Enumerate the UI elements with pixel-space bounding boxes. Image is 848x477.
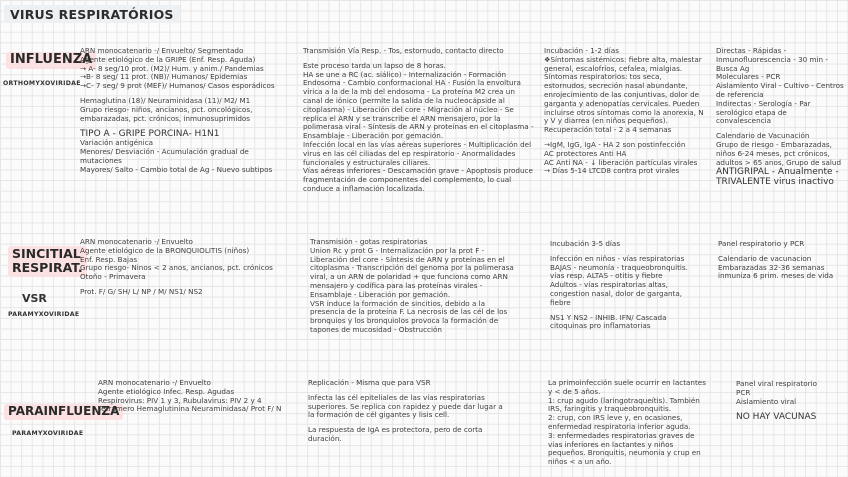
note-line: Directas - Rápidas - Inmunofluorescencia - 30 min - Busca Ag bbox=[716, 46, 828, 73]
note-line: Hemaglutina (18)/ Neuraminidasa (11)/ M2/ M1 bbox=[80, 95, 251, 105]
note-line: Agente etiológico de la GRIPE (Enf. Resp. Aguda) bbox=[80, 54, 256, 64]
note-line: Grupo riesgo- Ninos < 2 anos, ancianos, pct. crónicos bbox=[80, 263, 273, 273]
note-line: Agente etiológico Infec. Resp. Agudas bbox=[98, 386, 235, 396]
note-line: Replicación - Misma que para VSR bbox=[308, 378, 431, 387]
note-line: Panel respiratorio y PCR bbox=[718, 239, 805, 248]
note-line: Variación antigénica bbox=[80, 138, 153, 148]
note-line: Indirectas - Serología - Par serológico etapa de convalescencia bbox=[716, 98, 811, 126]
note-line: Panel viral respiratorio bbox=[736, 379, 818, 388]
note-line: Síntomas respiratorios: tos seca, estornudos, secreción nasal abundante, enrojecimiento de las conjuntivas, dolor de garganta y adenopatías cervicales. Pueden incluirse otros síntomas como la anorexia, N y V y diarrea (en niños pequeños). bbox=[544, 72, 704, 126]
note-line: → Días 5-14 LTCD8 contra prot virales bbox=[544, 166, 680, 176]
vsr-structure-column bbox=[80, 238, 292, 297]
note-line: PCR bbox=[736, 387, 751, 397]
note-line: ❖Síntomas sistémicos: fiebre alta, malestar general, escalofríos, cefalea, mialgias. bbox=[544, 54, 702, 73]
influenza-name: INFLUENZA bbox=[6, 52, 96, 69]
note-line: HA se une a RC (ac. siálico) - Internalización - Formación Endosoma - Cambio conformacional HA - Fusión la envoltura vírica a la de la mb del endosoma - La proteína M2 crea un canal de iónico (permite la salida de la nucleocápside al citoplasma) - Liberación del core - Migración al núcleo - Se replica el ARN y se transcribe el ARN mensajero, por la polimerasa viral - Síntesis de ARN y proteínas en el citoplasma - Ensamblaje - Liberación por gemación. bbox=[303, 69, 534, 141]
note-line: Transmisión Vía Resp. - Tos, estornudo, contacto directo bbox=[303, 46, 504, 55]
note-line: Adultos - vías respiratorias altas, congestion nasal, dolor de garganta, fiebre bbox=[550, 280, 683, 307]
note-line: Agente etiológico de la BRONQUIOLITIS (niños) bbox=[80, 245, 250, 255]
page-title: VIRUS RESPIRATÓRIOS bbox=[4, 5, 180, 23]
parainfluenza-clinical-column bbox=[548, 379, 708, 467]
influenza-structure-column bbox=[80, 47, 290, 175]
note-line: Calendario de vacunacion bbox=[718, 253, 812, 263]
note-line: Prot. F/ G/ SH/ L/ NP / M/ NS1/ NS2 bbox=[80, 286, 203, 296]
note-line: 3: enfermedades respiratorias graves de vías inferiores en lactantes y niños pequeños. Bronquitis, neumonía y crup en niños < a un año. bbox=[548, 430, 701, 467]
note-line: Calendario de Vacunación bbox=[716, 131, 810, 141]
vsr-diagnosis-column bbox=[718, 240, 844, 281]
vsr-abbr: VSR bbox=[22, 292, 47, 305]
vsr-family: PARAMYXOVIRIDAE bbox=[8, 311, 80, 318]
note-line: Infección local en las vías aéreas superiores - Multiplicación del virus en las cél ciliadas del ep respiratorio - Anormalidades funcionales y estructurales ciliares. bbox=[303, 139, 532, 167]
note-line: →B- 8 seg/ 11 prot. (NB)/ Humanos/ Epidemias bbox=[80, 72, 248, 82]
note-line: AC Anti NA - ↓ liberación partículas virales bbox=[544, 157, 698, 167]
note-line: Grupo de riesgo - Embarazadas, niños 6-24 meses, pct crónicos, adultos > 65 anos, Grupo de salud bbox=[716, 139, 842, 167]
note-line: NS1 Y NS2 - INHIB. IFN/ Cascada citoquinas pro inflamatorias bbox=[550, 312, 667, 331]
note-line: Moleculares - PCR bbox=[716, 72, 781, 82]
note-line: ARN monocatenario -/ Envuelto bbox=[98, 378, 211, 387]
note-line: TIPO A - GRIPE PORCINA- H1N1 bbox=[80, 129, 220, 140]
note-line: 2: crup, con IRS leve y, en ocasiones, enfermedad respiratoria inferior aguda. bbox=[548, 413, 691, 431]
influenza-family: ORTHOMYXOVIRIDAE bbox=[3, 80, 81, 87]
parainfluenza-structure-column bbox=[98, 379, 294, 414]
note-line: Recuperación total - 2 a 4 semanas bbox=[544, 125, 672, 135]
influenza-pathogenesis-column bbox=[303, 47, 535, 194]
note-line: →C- 7 seg/ 9 prot (MEF)/ Humanos/ Casos esporádicos bbox=[80, 81, 275, 91]
note-line: → A- 8 seg/10 prot. (M2)/ Hum. y anim./ Pandemias bbox=[80, 63, 264, 73]
vsr-pathogenesis-column bbox=[310, 238, 522, 335]
note-line: Enf. Resp. Bajas bbox=[80, 254, 138, 264]
note-line: Vías aéreas inferiores - Descamación grave - Apoptosis produce fragmentación de componentes del complemento, lo cual conduce a inflamación localizada. bbox=[303, 166, 533, 193]
vsr-name-line2: RESPIRAT. bbox=[12, 260, 83, 276]
influenza-clinical-column bbox=[544, 47, 706, 176]
parainfluenza-family: PARAMYXOVIRIDAE bbox=[12, 430, 84, 437]
vsr-clinical-column bbox=[550, 240, 700, 331]
note-line: Incubación - 1-2 días bbox=[544, 46, 619, 55]
note-line: Tetramero Hemaglutinina Neuraminidasa/ Prot F/ N bbox=[98, 404, 282, 414]
note-line: ARN monocatenario -/ Envuelto/ Segmentado bbox=[80, 46, 244, 55]
note-line: Infecta las cél epiteliales de las vías respiratorias superiores. Se replica con rapidez y puede dar lugar a la formación de cél gigantes y lisis cell. bbox=[308, 392, 503, 420]
influenza-diagnosis-column bbox=[716, 47, 844, 187]
note-line: Menores/ Desviación - Acumulación gradual de mutaciones bbox=[80, 147, 249, 165]
note-line: Aislamiento viral bbox=[736, 396, 797, 406]
parainfluenza-diagnosis-column bbox=[736, 380, 844, 422]
parainfluenza-name: PARAINFLUENZA bbox=[4, 404, 123, 420]
note-line: Union Rc y prot G - Internalización por la prot F - Liberación del core - Síntesis de ARN y proteínas en el citoplasma - Transcripción del genoma por la polimerasa viral, a un ARN de polaridad + que funciona como ARN mensajero y codifica para las proteínas virales - Ensamblaje - Liberación por gemación. bbox=[310, 245, 514, 299]
vsr-name bbox=[8, 246, 87, 277]
note-line: Aislamiento Viral - Cultivo - Centros de referencia bbox=[716, 81, 844, 99]
note-line: Embarazadas 32-36 semanas inmuniza 6 prim. meses de vida bbox=[718, 262, 834, 281]
note-line: Infección en niños - vías respiratorias BAJAS - neumonía - traqueobronquitis. vías resp. ALTAS - otitis y fiebre bbox=[550, 253, 688, 281]
note-line: Incubación 3-5 días bbox=[550, 239, 621, 248]
note-line: Grupo riesgo- niños, ancianos, pct. oncológicos, embarazadas, pct. crónicos, inmunosuprimidos bbox=[80, 104, 253, 123]
note-line: →IgM, IgG, IgA - HA 2 son postinfección bbox=[544, 139, 686, 149]
note-line: ANTIGRIPAL - Anualmente - TRIVALENTE virus inactivo bbox=[716, 167, 839, 188]
vsr-name-line1: SINCITIAL bbox=[12, 246, 81, 261]
note-line: Respirovirus: PIV 1 y 3, Rubulavirus: PIV 2 y 4 bbox=[98, 395, 262, 405]
note-line: Otoño - Primavera bbox=[80, 272, 146, 282]
note-line: AC protectores Anti HA bbox=[544, 148, 627, 158]
note-line: La primoinfección suele ocurrir en lactantes y < de 5 años. bbox=[548, 378, 706, 396]
parainfluenza-pathogenesis-column bbox=[308, 379, 508, 444]
note-line: Este proceso tarda un lapso de 8 horas. bbox=[303, 60, 446, 70]
note-line: Transmisión - gotas respiratorias bbox=[310, 237, 428, 246]
note-line: NO HAY VACUNAS bbox=[736, 412, 817, 423]
note-line: Mayores/ Salto - Cambio total de Ag - Nuevo subtipos bbox=[80, 164, 273, 174]
note-line: La respuesta de IgA es protectora, pero de corta duración. bbox=[308, 425, 483, 443]
note-line: VSR induce la formación de sincitios, debido a la presencia de la proteína F. La necrosis de las cél de los bronquios y los bronquiolos provoca la formación de tapones de mucosidad - Obstrucción bbox=[310, 298, 508, 334]
note-line: 1: crup agudo (laringotraqueítis). También IRS, faringitis y traqueobronquitis. bbox=[548, 395, 700, 414]
note-line: ARN monocatenario -/ Envuelto bbox=[80, 237, 193, 246]
